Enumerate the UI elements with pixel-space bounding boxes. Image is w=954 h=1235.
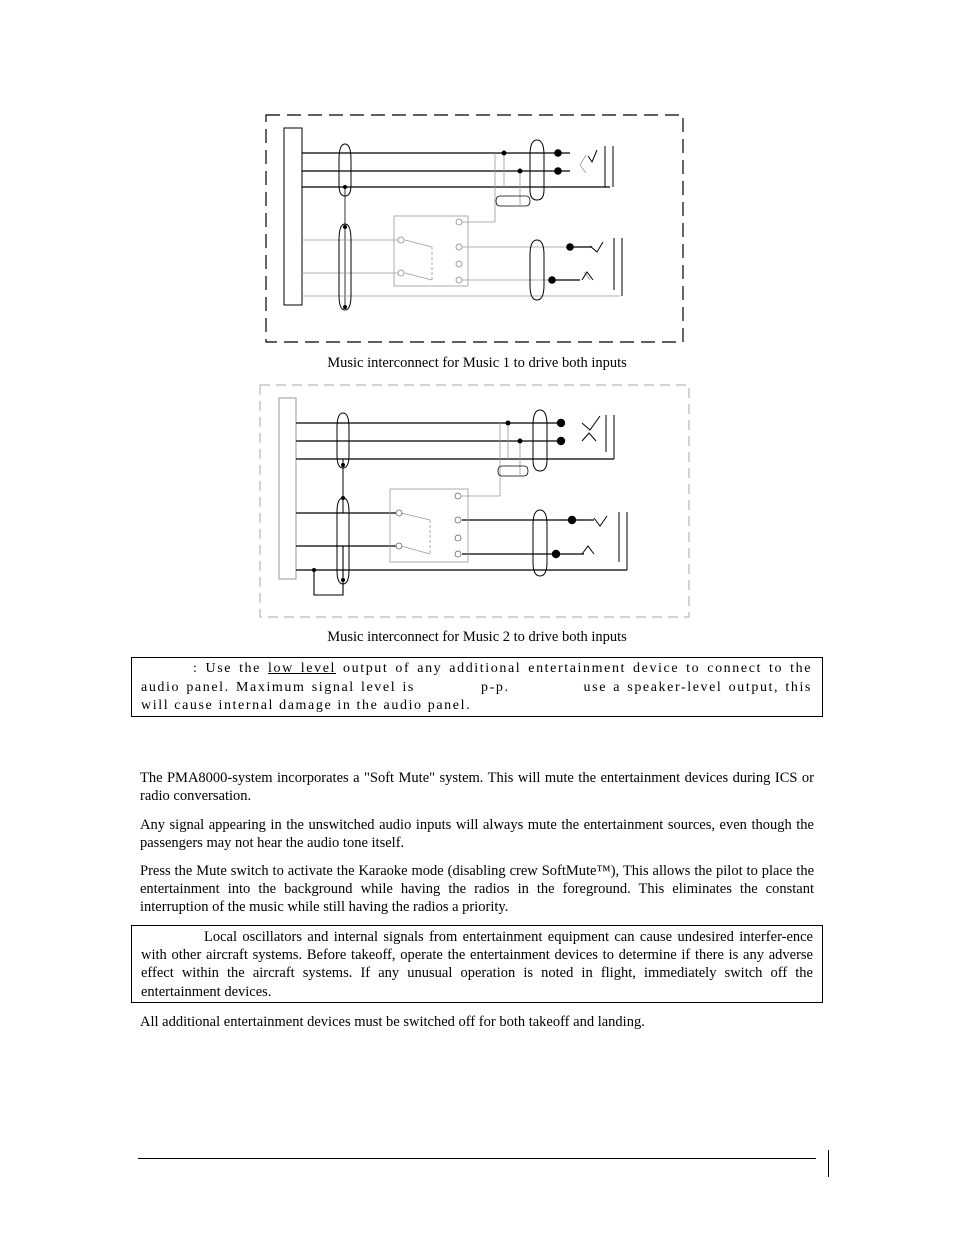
figure-1-caption: Music interconnect for Music 1 to drive both inputs: [327, 355, 627, 371]
figure-2-caption: Music interconnect for Music 2 to drive both inputs: [327, 629, 627, 645]
caution-text: Local oscillators and internal signals from entertainment equipment can cause undesired interfer-ence with other aircraft systems. Before takeoff, operate the entertainment devices to determine if there is any adverse effect within the aircraft systems. If any unusual operation is noted in flight, immediately switch off the entertainment devices.: [141, 929, 813, 1000]
caution-box: [131, 925, 823, 1003]
footer-rule: [138, 1158, 816, 1159]
warning-text-part4: use a speaker-level output, this will cause internal damage in the audio panel.: [141, 679, 812, 713]
unswitched-inputs-paragraph: Any signal appearing in the unswitched audio inputs will always mute the entertainment sources, even though the passengers may not hear the audio tone itself.: [140, 817, 814, 852]
warning-text-part2: output of any additional entertainment device to connect to the audio panel. Maximum signal level is: [141, 661, 813, 695]
audio-panel-connector: [284, 128, 302, 305]
warning-text-part1: : Use the: [193, 661, 268, 676]
music2-interconnect-diagram: [260, 385, 689, 617]
soft-mute-paragraph: The PMA8000-system incorporates a "Soft Mute" system. This will mute the entertainment devices during ICS or radio conversation.: [140, 770, 814, 805]
warning-underlined-text: low level: [267, 661, 336, 676]
audio-panel-connector: [279, 398, 296, 579]
switch-off-paragraph: All additional entertainment devices must be switched off for both takeoff and landing.: [140, 1014, 645, 1030]
warning-text-part3: p-p.: [480, 679, 510, 695]
warning-box: [131, 657, 823, 717]
karaoke-mode-paragraph: Press the Mute switch to activate the Karaoke mode (disabling crew SoftMute™), This allows the pilot to place the entertainment into the background while having the radios in the foreground. This eliminates the constant interruption of the music while still having the radios a priority.: [140, 863, 814, 916]
music1-interconnect-diagram: [266, 115, 683, 342]
footer-page-marker: [828, 1150, 829, 1177]
